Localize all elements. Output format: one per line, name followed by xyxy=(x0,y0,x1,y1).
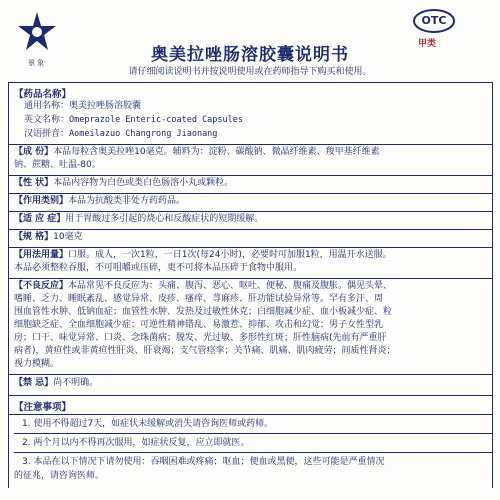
dosage-line-1: 口服。成人，一次1粒，一日1次(每24小时)，必要时可加服1粒，用温开水送服。 xyxy=(68,250,392,260)
otc-badge xyxy=(412,8,456,34)
left-border xyxy=(8,82,9,488)
section-divider xyxy=(8,175,492,176)
precautions-heading: 【注意事项】 xyxy=(14,402,72,413)
contraindication-value: 尚不明确。 xyxy=(53,378,99,388)
contraindication-section xyxy=(14,377,98,390)
brand-mark-text: 景象 xyxy=(28,59,46,67)
section-divider xyxy=(8,374,492,375)
row-divider xyxy=(14,452,492,453)
section-divider xyxy=(8,144,492,145)
header-divider xyxy=(8,82,492,83)
otc-badge-text: OTC xyxy=(421,14,447,27)
ingredients-label: 【成 份】 xyxy=(14,147,54,157)
dosage-section xyxy=(14,249,486,275)
precaution-item-continuation: 的征兆，请咨询医师。 xyxy=(14,471,105,481)
section-divider xyxy=(8,193,492,194)
generic-name-value: 奥美拉唑肠溶胶囊 xyxy=(69,101,142,111)
dosage-label: 【用法用量】 xyxy=(14,250,69,260)
ingredients-section xyxy=(14,146,486,172)
generic-name-label: 通用名称： xyxy=(24,101,70,111)
ingredients-line-1: 本品每粒含奥美拉唑10毫克。辅料为：淀粉、碳酸钠、微晶纤维素、羧甲基纤维素 xyxy=(53,147,380,157)
section-divider xyxy=(8,247,492,248)
page-title: 奥美拉唑肠溶胶囊说明书 xyxy=(151,45,349,65)
precaution-item: 1. 使用不得超过7天，如症状未缓解或消失请咨询医师或药师。 xyxy=(22,419,274,429)
category-section xyxy=(14,195,185,208)
adverse-reactions-section xyxy=(14,280,486,371)
row-divider xyxy=(14,433,492,434)
ingredients-line-2: 钠、蔗糖、吐温-80。 xyxy=(14,160,101,170)
english-name-label: 英文名称： xyxy=(24,115,70,125)
precaution-item: 2. 两个月以内不得再次服用，如症状反复，应立即就医。 xyxy=(22,438,250,448)
adverse-line: 房；口干、味觉异常、口炎、念珠菌病；脱发、光过敏、多形性红斑；肝性脑病(先前有严重肝 xyxy=(14,333,387,343)
generic-name-row xyxy=(24,100,141,113)
adverse-label: 【不良反应】 xyxy=(14,281,69,291)
category-value: 本品为抗酸类非处方药药品。 xyxy=(68,196,186,206)
section-divider xyxy=(8,395,492,396)
character-section xyxy=(14,177,233,190)
specification-value: 10毫克 xyxy=(53,232,83,242)
precaution-item: 3. 本品在以下情况下请勿使用：吞咽困难或疼痛；呕血；便血或黑便，这些可能是严重情况 xyxy=(22,457,385,467)
dosage-line-2: 本品必须整粒吞服，不可咀嚼或压碎，更不可将本品压碎于食物中服用。 xyxy=(14,263,303,273)
otc-class-label: 甲类 xyxy=(418,39,437,49)
section-divider xyxy=(8,229,492,230)
indication-value: 用于胃酸过多引起的烧心和反酸症状的短期缓解。 xyxy=(65,214,264,224)
character-value: 本品内容物为白色或类白色肠溶小丸或颗粒。 xyxy=(53,178,234,188)
page-subtitle: 请仔细阅读说明书并按说明使用或在药师指导下购买和使用。 xyxy=(128,67,372,77)
pinyin-name-row xyxy=(24,128,217,141)
specification-label: 【规 格】 xyxy=(14,232,54,242)
adverse-line: 本品常见不良反应为：头痛、腹泻、恶心、呕吐、便秘、腹痛及腹胀。偶见头晕、 xyxy=(68,281,393,291)
section-divider xyxy=(8,414,492,415)
category-label: 【作用类别】 xyxy=(14,196,69,206)
section-divider xyxy=(8,211,492,212)
indication-section xyxy=(14,213,263,226)
pinyin-name-label: 汉语拼音： xyxy=(24,129,70,139)
adverse-line: 细胞缺乏症、全血细胞减少症；可逆性精神错乱、易激惹、抑郁、攻击和幻觉；男子女性型乳 xyxy=(14,320,384,330)
pinyin-name-value: Aomeilazuo Changrong Jiaonang xyxy=(69,129,218,139)
adverse-line: 视力模糊。 xyxy=(14,359,60,369)
adverse-line: 病者)，黄疸性或非黄疸性肝炎、肝衰竭；支气管痉挛；关节痛、肌痛、肌肉疲劳；间质性肾炎； xyxy=(14,346,396,356)
adverse-line: 围血管性水肿、低钠血症；血管性水肿、发热及过敏性休克；白细胞减少症、血小板减少症、粒 xyxy=(14,307,393,317)
character-label: 【性 状】 xyxy=(14,178,54,188)
section-divider xyxy=(8,278,492,279)
drug-name-heading: 【药品名称】 xyxy=(14,89,72,100)
right-border xyxy=(492,82,493,488)
indication-label: 【适 应 症】 xyxy=(14,214,66,224)
english-name-row xyxy=(24,114,243,127)
english-name-value: Omeprazole Enteric-coated Capsules xyxy=(69,115,244,125)
specification-section xyxy=(14,231,83,244)
adverse-line: 嗜睡、乏力、睡眠紊乱、感觉异常、皮疹、瘙痒、荨麻疹、肝功能试验异常等。罕有多汗、周 xyxy=(14,294,384,304)
contraindication-label: 【禁 忌】 xyxy=(14,378,54,388)
